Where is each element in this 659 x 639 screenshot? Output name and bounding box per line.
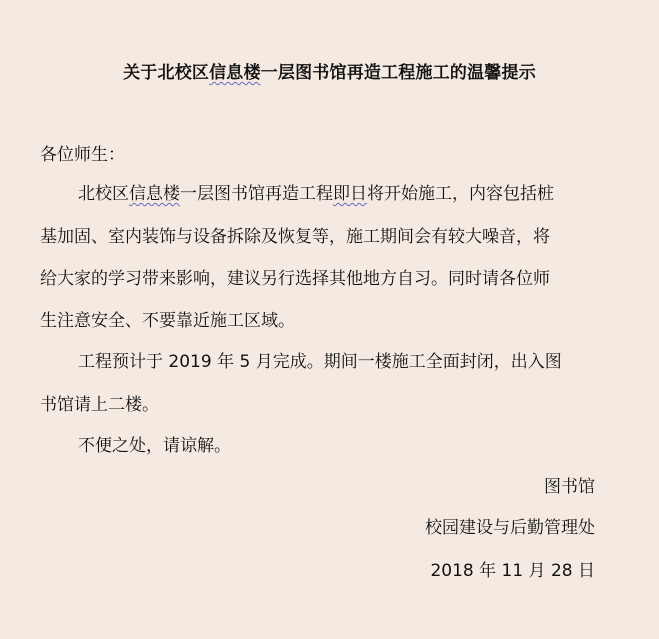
paragraph-3: 不便之处，请谅解。	[78, 436, 231, 456]
salutation: 各位师生：	[40, 145, 125, 165]
paragraph-1-line-2: 基加固、室内装饰与设备拆除及恢复等，施工期间会有较大噪音，将	[40, 227, 550, 247]
paragraph-1-line-3: 给大家的学习带来影响，建议另行选择其他地方自习。同时请各位师	[40, 269, 550, 289]
paragraph-1-line-1	[78, 182, 554, 206]
text-run: 北校区	[78, 184, 129, 204]
title-spellcheck-word: 信息楼	[209, 63, 261, 83]
paragraph-2-line-1: 工程预计于 2019 年 5 月完成。期间一楼施工全面封闭，出入图	[78, 352, 562, 372]
text-run: 将开始施工，内容包括桩	[367, 184, 554, 204]
paragraph-2-line-2: 书馆请上二楼。	[40, 395, 159, 415]
notice-title	[0, 58, 659, 83]
signature-library: 图书馆	[544, 477, 595, 497]
title-part: 关于北校区	[123, 63, 210, 83]
spellcheck-word: 信息楼	[129, 184, 180, 204]
text-run: 一层图书馆再造工程	[180, 184, 333, 204]
signature-office: 校园建设与后勤管理处	[425, 518, 595, 538]
paragraph-1-line-4: 生注意安全、不要靠近施工区域。	[40, 311, 295, 331]
notice-date: 2018 年 11 月 28 日	[430, 561, 595, 581]
spellcheck-word: 即日	[333, 184, 367, 204]
title-part: 一层图书馆再造工程施工的温馨提示	[260, 63, 536, 83]
